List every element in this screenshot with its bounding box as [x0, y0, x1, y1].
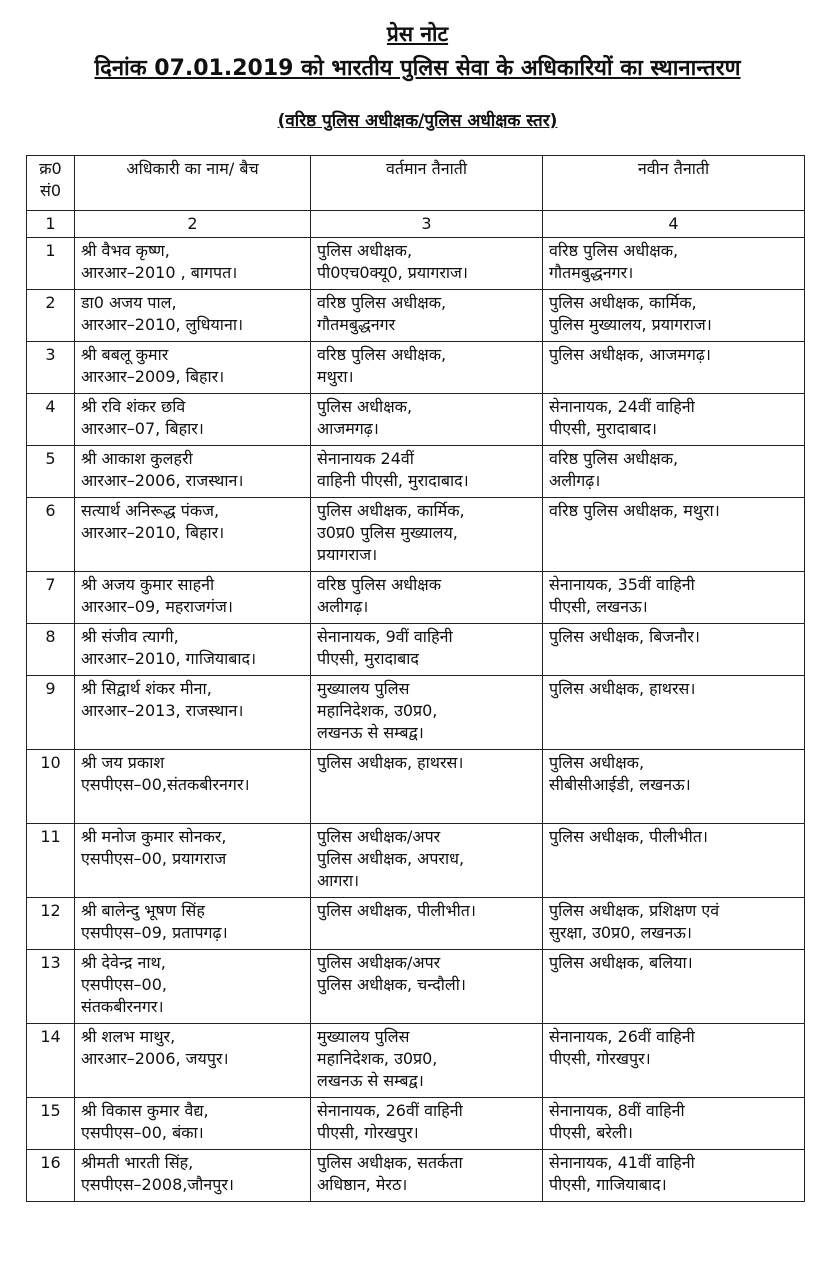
cell-line: पुलिस अधीक्षक, — [317, 397, 413, 416]
cell-line: श्री मनोज कुमार सोनकर, — [81, 827, 227, 846]
new-posting-cell — [543, 950, 805, 1024]
cell-line: महानिदेशक, उ0प्र0, — [317, 1049, 438, 1068]
cell-line: श्री बबलू कुमार — [81, 345, 169, 364]
cell-line: पीएसी, बरेली। — [549, 1123, 633, 1142]
serial-number: 15 — [27, 1098, 75, 1150]
column-number: 4 — [543, 211, 805, 238]
cell-line: पीएसी, मुरादाबाद — [317, 649, 419, 668]
new-posting-cell — [543, 750, 805, 824]
table-header-row — [27, 156, 805, 211]
serial-number: 14 — [27, 1024, 75, 1098]
cell-line: श्री आकाश कुलहरी — [81, 449, 193, 468]
new-posting-cell — [543, 1024, 805, 1098]
cell-line: आरआर–2010, बिहार। — [81, 523, 225, 542]
cell-line: सुरक्षा, उ0प्र0, लखनऊ। — [549, 923, 692, 942]
cell-line: अलीगढ़। — [317, 597, 369, 616]
cell-line: सेनानायक, 26वीं वाहिनी — [549, 1027, 695, 1046]
cell-line: आरआर–2010, गाजियाबाद। — [81, 649, 257, 668]
table-row — [27, 572, 805, 624]
cell-line: वरिष्ठ पुलिस अधीक्षक, — [317, 345, 447, 364]
current-posting-cell — [311, 446, 543, 498]
new-posting-cell — [543, 824, 805, 898]
new-posting-cell — [543, 1098, 805, 1150]
cell-line: एसपीएस–2008,जौनपुर। — [81, 1175, 234, 1194]
serial-number: 2 — [27, 290, 75, 342]
cell-line: श्री अजय कुमार साहनी — [81, 575, 215, 594]
cell-line: श्री बालेन्दु भूषण सिंह — [81, 901, 205, 920]
cell-line: एसपीएस–00, बंका। — [81, 1123, 204, 1142]
table-row — [27, 898, 805, 950]
officer-name-cell — [75, 824, 311, 898]
cell-line: वरिष्ठ पुलिस अधीक्षक, — [549, 449, 679, 468]
cell-line: गौतमबुद्धनगर। — [549, 263, 634, 282]
current-posting-cell — [311, 750, 543, 824]
cell-line: मुख्यालय पुलिस — [317, 679, 410, 698]
cell-line: पुलिस अधीक्षक, पीलीभीत। — [317, 901, 476, 920]
cell-line: एसपीएस–00, — [81, 975, 168, 994]
cell-line: आरआर–07, बिहार। — [81, 419, 204, 438]
current-posting-cell — [311, 898, 543, 950]
cell-line: आरआर–2006, जयपुर। — [81, 1049, 229, 1068]
cell-line: श्री वैभव कृष्ण, — [81, 241, 170, 260]
cell-line: पीएसी, मुरादाबाद। — [549, 419, 657, 438]
new-posting-cell — [543, 624, 805, 676]
cell-line: वाहिनी पीएसी, मुरादाबाद। — [317, 471, 469, 490]
table-row — [27, 824, 805, 898]
table-row — [27, 1098, 805, 1150]
new-posting-cell — [543, 446, 805, 498]
table-row — [27, 498, 805, 572]
officer-name-cell — [75, 342, 311, 394]
cell-line: पुलिस अधीक्षक, प्रशिक्षण एवं — [549, 901, 720, 920]
cell-line: सेनानायक, 35वीं वाहिनी — [549, 575, 695, 594]
table-row — [27, 950, 805, 1024]
current-posting-cell — [311, 950, 543, 1024]
cell-line: पुलिस अधीक्षक, बिजनौर। — [549, 627, 700, 646]
cell-line: वरिष्ठ पुलिस अधीक्षक — [317, 575, 442, 594]
cell-line: श्री सिद्वार्थ शंकर मीना, — [81, 679, 212, 698]
press-note-title: प्रेस नोट — [386, 22, 449, 46]
cell-line: अलीगढ़। — [549, 471, 601, 490]
serial-number: 6 — [27, 498, 75, 572]
cell-line: मथुरा। — [317, 367, 354, 386]
cell-line: सेनानायक, 26वीं वाहिनी — [317, 1101, 463, 1120]
current-posting-cell — [311, 342, 543, 394]
table-row — [27, 342, 805, 394]
cell-line: एसपीएस–00, प्रयागराज — [81, 849, 227, 868]
serial-number: 7 — [27, 572, 75, 624]
officer-name-cell — [75, 898, 311, 950]
officer-name-cell — [75, 572, 311, 624]
current-posting-cell — [311, 1098, 543, 1150]
cell-line: वरिष्ठ पुलिस अधीक्षक, मथुरा। — [549, 501, 720, 520]
column-number: 2 — [75, 211, 311, 238]
table-row — [27, 1150, 805, 1202]
column-number: 3 — [311, 211, 543, 238]
current-posting-cell — [311, 1150, 543, 1202]
cell-line: सेनानायक, 41वीं वाहिनी — [549, 1153, 695, 1172]
column-header-current-posting: वर्तमान तैनाती — [311, 156, 543, 211]
cell-line: पुलिस अधीक्षक, हाथरस। — [549, 679, 696, 698]
cell-line: श्री शलभ माथुर, — [81, 1027, 176, 1046]
cell-line: वरिष्ठ पुलिस अधीक्षक, — [317, 293, 447, 312]
cell-line: पुलिस अधीक्षक, — [549, 753, 645, 772]
serial-number: 5 — [27, 446, 75, 498]
cell-line: पी0एच0क्यू0, प्रयागराज। — [317, 263, 468, 282]
cell-line: आगरा। — [317, 871, 360, 890]
cell-line: पीएसी, गोरखपुर। — [549, 1049, 651, 1068]
cell-line: श्री संजीव त्यागी, — [81, 627, 179, 646]
cell-line: प्रयागराज। — [317, 545, 378, 564]
current-posting-cell — [311, 572, 543, 624]
cell-line: श्री रवि शंकर छवि — [81, 397, 186, 416]
table-row — [27, 676, 805, 750]
table-row — [27, 624, 805, 676]
cell-line: पुलिस अधीक्षक, बलिया। — [549, 953, 693, 972]
cell-line: सीबीसीआईडी, लखनऊ। — [549, 775, 691, 794]
current-posting-cell — [311, 824, 543, 898]
officer-name-cell — [75, 1098, 311, 1150]
officer-name-cell — [75, 290, 311, 342]
cell-line: पुलिस अधीक्षक, आजमगढ़। — [549, 345, 711, 364]
cell-line: आरआर–2009, बिहार। — [81, 367, 225, 386]
serial-number: 1 — [27, 238, 75, 290]
serial-number: 9 — [27, 676, 75, 750]
new-posting-cell — [543, 498, 805, 572]
new-posting-cell — [543, 1150, 805, 1202]
serial-number: 16 — [27, 1150, 75, 1202]
cell-line: पुलिस अधीक्षक, — [317, 241, 413, 260]
column-header-new-posting: नवीन तैनाती — [543, 156, 805, 211]
serial-number: 4 — [27, 394, 75, 446]
cell-line: आरआर–2006, राजस्थान। — [81, 471, 244, 490]
cell-line: उ0प्र0 पुलिस मुख्यालय, — [317, 523, 458, 542]
officer-name-cell — [75, 624, 311, 676]
transfer-table — [26, 155, 805, 1202]
cell-line: आजमगढ़। — [317, 419, 379, 438]
cell-line: संतकबीरनगर। — [81, 997, 164, 1016]
serial-number: 12 — [27, 898, 75, 950]
cell-line: सत्यार्थ अनिरूद्ध पंकज, — [81, 501, 220, 520]
cell-line: श्री जय प्रकाश — [81, 753, 165, 772]
cell-line: सेनानायक, 9वीं वाहिनी — [317, 627, 453, 646]
table-body — [27, 238, 805, 1202]
cell-line: पीएसी, लखनऊ। — [549, 597, 648, 616]
current-posting-cell — [311, 394, 543, 446]
column-number-row — [27, 211, 805, 238]
cell-line: श्री देवेन्द्र नाथ, — [81, 953, 166, 972]
cell-line: पुलिस अधीक्षक/अपर — [317, 953, 441, 972]
new-posting-cell — [543, 572, 805, 624]
current-posting-cell — [311, 1024, 543, 1098]
cell-line: सेनानायक, 8वीं वाहिनी — [549, 1101, 685, 1120]
cell-line: पुलिस अधीक्षक/अपर — [317, 827, 441, 846]
officer-name-cell — [75, 238, 311, 290]
officer-name-cell — [75, 1150, 311, 1202]
cell-line: गौतमबुद्धनगर — [317, 315, 396, 334]
serial-number: 8 — [27, 624, 75, 676]
new-posting-cell — [543, 238, 805, 290]
cell-line: एसपीएस–00,संतकबीरनगर। — [81, 775, 250, 794]
cell-line: पुलिस अधीक्षक, कार्मिक, — [317, 501, 465, 520]
serial-number: 10 — [27, 750, 75, 824]
officer-name-cell — [75, 950, 311, 1024]
current-posting-cell — [311, 498, 543, 572]
table-row — [27, 1024, 805, 1098]
table-row — [27, 394, 805, 446]
cell-line: पीएसी, गोरखपुर। — [317, 1123, 419, 1142]
table-row — [27, 750, 805, 824]
serial-number: 11 — [27, 824, 75, 898]
new-posting-cell — [543, 676, 805, 750]
serial-number: 3 — [27, 342, 75, 394]
officer-name-cell — [75, 1024, 311, 1098]
current-posting-cell — [311, 238, 543, 290]
cell-line: आरआर–2010 , बागपत। — [81, 263, 238, 282]
current-posting-cell — [311, 676, 543, 750]
page-subheading: (वरिष्ठ पुलिस अधीक्षक/पुलिस अधीक्षक स्तर) — [277, 111, 558, 131]
new-posting-cell — [543, 290, 805, 342]
column-header-serial: क्र0 सं0 — [27, 156, 75, 211]
cell-line: सेनानायक, 24वीं वाहिनी — [549, 397, 695, 416]
cell-line: पुलिस अधीक्षक, सतर्कता — [317, 1153, 463, 1172]
cell-line: पुलिस अधीक्षक, चन्दौली। — [317, 975, 466, 994]
officer-name-cell — [75, 498, 311, 572]
new-posting-cell — [543, 898, 805, 950]
cell-line: पुलिस अधीक्षक, हाथरस। — [317, 753, 464, 772]
table-row — [27, 290, 805, 342]
officer-name-cell — [75, 446, 311, 498]
cell-line: आरआर–2013, राजस्थान। — [81, 701, 244, 720]
cell-line: पुलिस अधीक्षक, पीलीभीत। — [549, 827, 708, 846]
cell-line: लखनऊ से सम्बद्व। — [317, 723, 424, 742]
cell-line: सेनानायक 24वीं — [317, 449, 414, 468]
page-heading: दिनांक 07.01.2019 को भारतीय पुलिस सेवा के अधिकारियों का स्थानान्तरण — [94, 56, 741, 81]
table-row — [27, 238, 805, 290]
cell-line: वरिष्ठ पुलिस अधीक्षक, — [549, 241, 679, 260]
cell-line: श्री विकास कुमार वैद्य, — [81, 1101, 209, 1120]
cell-line: श्रीमती भारती सिंह, — [81, 1153, 194, 1172]
column-header-officer-name: अधिकारी का नाम/ बैच — [75, 156, 311, 211]
cell-line: पुलिस अधीक्षक, अपराध, — [317, 849, 465, 868]
cell-line: आरआर–09, महराजगंज। — [81, 597, 233, 616]
officer-name-cell — [75, 394, 311, 446]
current-posting-cell — [311, 624, 543, 676]
cell-line: महानिदेशक, उ0प्र0, — [317, 701, 438, 720]
cell-line: एसपीएस–09, प्रतापगढ़। — [81, 923, 228, 942]
table-row — [27, 446, 805, 498]
cell-line: आरआर–2010, लुधियाना। — [81, 315, 244, 334]
cell-line: पुलिस मुख्यालय, प्रयागराज। — [549, 315, 712, 334]
column-number: 1 — [27, 211, 75, 238]
cell-line: डा0 अजय पाल, — [81, 293, 177, 312]
current-posting-cell — [311, 290, 543, 342]
cell-line: अधिष्ठान, मेरठ। — [317, 1175, 408, 1194]
serial-number: 13 — [27, 950, 75, 1024]
cell-line: पीएसी, गाजियाबाद। — [549, 1175, 667, 1194]
cell-line: मुख्यालय पुलिस — [317, 1027, 410, 1046]
cell-line: पुलिस अधीक्षक, कार्मिक, — [549, 293, 697, 312]
cell-line: लखनऊ से सम्बद्व। — [317, 1071, 424, 1090]
officer-name-cell — [75, 750, 311, 824]
new-posting-cell — [543, 342, 805, 394]
new-posting-cell — [543, 394, 805, 446]
officer-name-cell — [75, 676, 311, 750]
